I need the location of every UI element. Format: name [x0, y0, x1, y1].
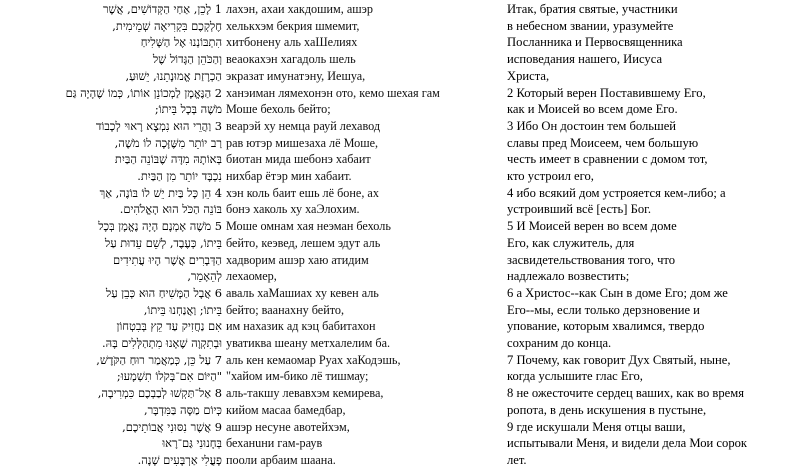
- russian-line: Его, как служитель, для: [507, 235, 635, 250]
- hebrew-line: וְהַכֹּהֵן הַגָּדוֹל שֶׁל: [152, 52, 222, 67]
- transliteration-line: кийом масаа бамедбар,: [226, 402, 346, 417]
- transliteration-line: лахэн, ахаи хакдошим, ашэр: [226, 2, 373, 16]
- hebrew-line: מֹשֶׁה בְּכָל בֵּיתוֹ;: [154, 102, 222, 117]
- hebrew-line: בּוֹנֵה הַכֹּל הוּא הָאֱלֹהִים.: [119, 202, 222, 217]
- russian-line: ропота, в день искушения в пустыне,: [507, 402, 707, 417]
- russian-line: 4 ибо всякий дом устрояется кем-либо; а: [507, 185, 726, 200]
- russian-line: кто устроил его,: [507, 169, 594, 183]
- transliteration-line: бейто, кеэвед, лешем эдут аль: [226, 235, 381, 250]
- transliteration-line: лехаомер,: [226, 269, 277, 284]
- hebrew-line: וּבְתִקְוָה שֶׁאָנוּ מִתְהַלְּלִים בָּהּ.: [102, 336, 222, 350]
- transliteration-line: "хайом им-бико лё тишмау;: [226, 369, 369, 384]
- russian-line: честь имеет в сравнении с домом тот,: [507, 152, 708, 167]
- transliteration-line: рав ютэр мишезаха лё Моше,: [226, 135, 379, 150]
- russian-line: Итак, братия святые, участники: [507, 2, 678, 16]
- transliteration-line: аль-такшу левавхэм кемирева,: [226, 386, 384, 401]
- transliteration-line: хитбонену аль хаШелиях: [226, 35, 358, 50]
- transliteration-line: пооли арбаим шаана.: [226, 452, 336, 467]
- hebrew-line: 6 אֲבָל הַמָּשִׁיחַ הוּא כְּבֵן עַל: [105, 285, 222, 300]
- transliteration-line: аваль хаМашиах ху кевен аль: [226, 285, 379, 300]
- russian-line: в небесном звании, уразумейте: [507, 18, 674, 33]
- russian-line: 5 И Моисей верен во всем доме: [507, 219, 677, 234]
- hebrew-line: 9 אֲשֶׁר נִסּוּנִי אֲבוֹתֵיכֶם,: [122, 419, 222, 434]
- transliteration-line: Моше омнам хая неэман бехоль: [226, 219, 391, 234]
- hebrew-line: אִם נַחֲזִיק עַד קֵץ בְּבִטְחוֹן: [116, 319, 222, 334]
- transliteration-line: ханэиман лямехонэн ото, кемо шехая гам: [226, 85, 440, 100]
- russian-line: 7 Почему, как говорит Дух Святый, ныне,: [507, 352, 731, 367]
- russian-line: как и Моисей во всем доме Его.: [507, 102, 678, 117]
- russian-line: 8 не ожесточите сердец ваших, как во время: [507, 386, 744, 401]
- hebrew-line: 1 לָכֵן, אַחַי הַקְּדוֹשִׁים, אֲשֶׁר: [102, 2, 222, 16]
- hebrew-line: בְּחָנוּנִי גַּם־רָאוּ: [162, 436, 222, 451]
- hebrew-line: הִתְבּוֹנְנוּ אֶל הַשָּׁלִיחַ: [140, 35, 222, 50]
- russian-line: Его--мы, если только дерзновение и: [507, 302, 700, 317]
- transliteration-line: аль кен кемаомар Руах хаКодэшь,: [226, 352, 401, 367]
- russian-line: Посланника и Первосвященника: [507, 35, 683, 50]
- transliteration-line: веарэй ху немца рауй лехавод: [226, 118, 381, 133]
- hebrew-line: רַב יוֹתֵר מִשֶּׁזָּכָה לוֹ מֹשֶׁה,: [114, 135, 222, 150]
- transliteration-line: бонэ хаколь ху хаЭлохим.: [226, 202, 360, 217]
- hebrew-line: פָעֳלִי אַרְבָּעִים שָׁנָה.: [137, 452, 222, 467]
- hebrew-line: 4 הֵן כָּל בַּיִת יֵשׁ לוֹ בּוֹנֶה, אַךְ: [99, 185, 222, 200]
- russian-line: 3 Ибо Он достоин тем большей: [507, 118, 677, 133]
- russian-line: устроивший всё [есть] Бог.: [507, 202, 652, 217]
- transliteration-line: веаокахэн хагадоль шель: [226, 52, 356, 67]
- transliteration-line: хэн коль баит ешь лё боне, ах: [226, 185, 379, 200]
- russian-line: 6 а Христос--как Сын в доме Его; дом же: [507, 285, 728, 300]
- hebrew-line: 7 עַל כֵּן, כְּמַאֲמַר רוּחַ הַקֹּדֶשׁ,: [96, 352, 222, 367]
- hebrew-line: 3 וַהֲרֵי הוּא נִמְצָא רָאוּי לְכָבוֹד: [95, 118, 222, 133]
- transliteration-line: бейто; ваанахну бейто,: [226, 302, 345, 317]
- russian-line: испытывали Меня, и видели дела Мои сорок: [507, 436, 748, 451]
- hebrew-line: נִכְבָּד יוֹתֵר מִן הַבַּיִת.: [137, 169, 222, 183]
- hebrew-line: בֵּיתוֹ, כְּעֶבֶד, לְשֵׁם עֵדוּת עַל: [104, 235, 222, 250]
- transliteration-line: ашэр несуне авотейхэм,: [226, 419, 350, 434]
- russian-line: Христа,: [507, 68, 550, 83]
- hebrew-line: 8 אַל־תַּקְשׁוּ לְבַבְכֶם כִּמְרִיבָה,: [97, 386, 222, 401]
- transliteration-line: нихбар ётэр мин хабаит.: [226, 169, 352, 183]
- hebrew-line: בֵּיתוֹ; וַאֲנַחְנוּ בֵּיתוֹ,: [143, 302, 222, 317]
- hebrew-line: בְּאוֹתָהּ מִדָּה שֶׁבּוֹנֵה הַבַּיִת: [114, 152, 222, 167]
- transliteration-line: им нахазик ад кэц бабитахон: [226, 319, 376, 334]
- transliteration-line: хелькхэм бекрия шмемит,: [226, 18, 360, 33]
- hebrew-line: הַדְּבָרִים אֲשֶׁר הָיוּ עֲתִידִים: [113, 252, 222, 267]
- transliteration-line: биотан мида шебонэ хабаит: [226, 152, 371, 167]
- transliteration-line: экразат имунатэну, Иешуа,: [226, 68, 366, 83]
- transliteration-line: хадворим ашэр хаю атидим: [226, 252, 369, 267]
- russian-line: сохраним до конца.: [507, 336, 612, 350]
- russian-line: засвидетельствования того, что: [507, 252, 676, 267]
- hebrew-line: חֶלְקְכֶם בִּקְרִיאָה שְׁמֵימִית,: [112, 18, 222, 33]
- hebrew-line: לְהֵאָמֵר,: [187, 269, 222, 284]
- hebrew-line: הַכְרָזַת אֱמוּנָתֵנוּ, יֵשׁוּעַ,: [125, 68, 222, 83]
- transliteration-line: Моше бехоль бейто;: [226, 102, 331, 117]
- hebrew-line: "הַיּוֹם אִם־בְּקֹלוֹ תִשְׁמָעוּ;: [116, 369, 222, 384]
- russian-line: славы пред Моисеем, чем большую: [507, 135, 699, 150]
- hebrew-line: 5 מֹשֶׁה אָמְנָם הָיָה נֶאֱמָן בְּכָל: [98, 219, 222, 234]
- transliteration-line: беханuни гам-раув: [226, 436, 323, 451]
- russian-line: 2 Который верен Поставившему Его,: [507, 85, 706, 100]
- russian-line: лет.: [507, 452, 527, 467]
- hebrew-line: כְּיוֹם מַסָּה בַּמִּדְבָּר,: [143, 402, 222, 417]
- russian-line: 9 где искушали Меня отцы ваши,: [507, 419, 686, 434]
- russian-line: когда услышите глас Его,: [507, 369, 643, 384]
- transliteration-line: уватиква шеану метхалелим ба.: [226, 336, 391, 350]
- russian-line: упование, которым хвалимся, твердо: [507, 319, 705, 334]
- russian-line: исповедания нашего, Иисуса: [507, 52, 663, 67]
- russian-line: надлежало возвестить;: [507, 269, 630, 284]
- hebrew-line: 2 הַנֶּאֱמָן לַמְכוֹנֵן אוֹתוֹ, כְּמוֹ שֶׁהָיָה גַּם: [65, 85, 222, 100]
